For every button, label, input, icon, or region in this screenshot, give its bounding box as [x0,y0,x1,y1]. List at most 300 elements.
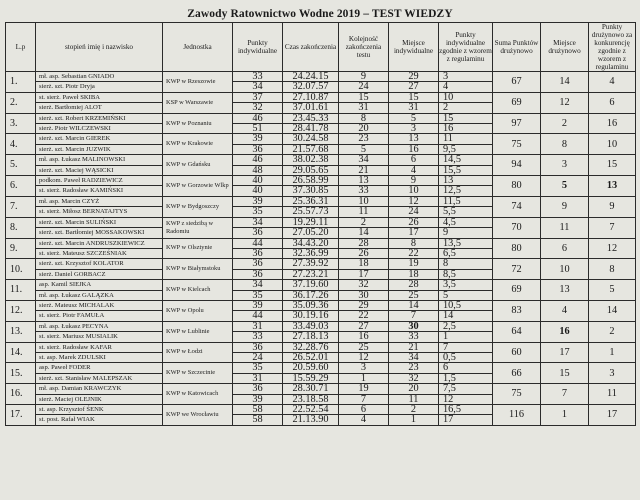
competitor-name: st. sierż. Paweł SKIBA [36,92,163,102]
finish-time: 21.57.68 [283,144,339,154]
team-points-sum: 72 [493,259,541,280]
competitor-name: st. sierż. Miłosz BERNATAJTYS [36,207,163,217]
individual-points: 36 [233,144,283,154]
team-place: 2 [541,113,589,134]
finish-time: 20.59.60 [283,363,339,373]
team-competition-points: 3 [589,363,636,384]
table-row [6,155,636,165]
regulation-points: 14 [439,311,493,321]
team-unit: KWP we Wrocławiu [163,405,233,426]
finish-order: 21 [339,165,389,175]
table-row [6,342,636,352]
finish-time: 15.59.29 [283,373,339,383]
team-points-sum: 80 [493,238,541,259]
team-points-sum: 69 [493,280,541,301]
team-unit: KWP w Kielcach [163,280,233,301]
individual-place: 17 [389,228,439,238]
competitor-name: asp. Paweł FODER [36,363,163,373]
individual-place: 24 [389,207,439,217]
individual-points: 48 [233,165,283,175]
individual-points: 31 [233,373,283,383]
individual-place: 4 [389,165,439,175]
individual-place: 6 [389,155,439,165]
team-unit: KWP w Bydgoszczy [163,196,233,217]
competitor-name: podkom. Paweł RADZIEWICZ [36,176,163,186]
individual-place: 2 [389,405,439,415]
individual-place: 26 [389,217,439,227]
regulation-points: 5 [439,290,493,300]
team-number: 10. [6,259,36,280]
table-row [6,113,636,123]
team-number: 4. [6,134,36,155]
team-competition-points: 11 [589,384,636,405]
finish-order: 24 [339,82,389,92]
regulation-points: 12,5 [439,186,493,196]
individual-points: 36 [233,384,283,394]
finish-time: 32.36.99 [283,248,339,258]
team-competition-points: 10 [589,134,636,155]
competitor-name: sierż. Mateusz MICHALAK [36,300,163,310]
header-pts-ind: Punkty indywidualne [233,23,283,72]
team-place: 11 [541,217,589,238]
team-number: 9. [6,238,36,259]
finish-order: 32 [339,280,389,290]
team-place: 8 [541,134,589,155]
team-points-sum: 74 [493,196,541,217]
finish-order: 25 [339,342,389,352]
table-row [6,196,636,206]
competitor-name: st. asp. Krzysztof ŚENK [36,405,163,415]
regulation-points: 1 [439,332,493,342]
team-number: 15. [6,363,36,384]
regulation-points: 16,5 [439,405,493,415]
finish-time: 23.18.58 [283,394,339,404]
individual-points: 46 [233,113,283,123]
team-competition-points: 16 [589,113,636,134]
individual-place: 22 [389,248,439,258]
competitor-name: sierż. Bartłomiej ALOT [36,103,163,113]
team-unit: KWP w Olsztynie [163,238,233,259]
competitor-name: sierż. szt. Maciej WĄSICKI [36,165,163,175]
regulation-points: 1,5 [439,373,493,383]
finish-time: 30.24.58 [283,134,339,144]
team-points-sum: 69 [493,92,541,113]
individual-points: 33 [233,332,283,342]
team-competition-points: 5 [589,280,636,301]
finish-order: 20 [339,124,389,134]
individual-points: 44 [233,311,283,321]
team-points-sum: 67 [493,72,541,93]
competitor-name: sierż. Piotr WILCZEWSKI [36,124,163,134]
team-unit: KWP w Poznaniu [163,113,233,134]
individual-points: 24 [233,352,283,362]
regulation-points: 9,5 [439,144,493,154]
header-time: Czas zakończenia [283,23,339,72]
team-unit: KWP w Gorzowie Wlkp [163,176,233,197]
finish-time: 28.30.71 [283,384,339,394]
team-place: 12 [541,92,589,113]
team-unit: KWP z siedzibą w Radomiu [163,217,233,238]
finish-time: 37.01.61 [283,103,339,113]
finish-time: 26.58.99 [283,176,339,186]
competitor-name: mł. asp. Sebastian GNIADO [36,72,163,82]
header-place-team: Miejsce drużynowo [541,23,589,72]
team-number: 11. [6,280,36,301]
team-points-sum: 80 [493,176,541,197]
individual-points: 35 [233,290,283,300]
individual-points: 58 [233,415,283,425]
finish-order: 16 [339,332,389,342]
team-place: 10 [541,259,589,280]
finish-time: 21.13.90 [283,415,339,425]
team-unit: KWP w Rzeszowie [163,72,233,93]
individual-place: 14 [389,300,439,310]
finish-order: 31 [339,103,389,113]
individual-place: 12 [389,196,439,206]
individual-points: 33 [233,72,283,82]
individual-place: 18 [389,269,439,279]
team-competition-points: 7 [589,217,636,238]
individual-points: 39 [233,300,283,310]
table-body [6,72,636,426]
finish-time: 27.39.92 [283,259,339,269]
team-unit: KWP w Białymstoku [163,259,233,280]
finish-order: 7 [339,394,389,404]
individual-place: 28 [389,280,439,290]
regulation-points: 7 [439,342,493,352]
individual-place: 34 [389,352,439,362]
competitor-name: st. sierż. Mariusz MUSIALIK [36,332,163,342]
finish-order: 8 [339,113,389,123]
regulation-points: 4,5 [439,217,493,227]
team-unit: KWP w Krakowie [163,134,233,155]
finish-time: 29.05.65 [283,165,339,175]
finish-time: 33.49.03 [283,321,339,331]
team-place: 6 [541,238,589,259]
header-pts-team: Punkty drużynowo za konkurencję zgodnie z wzorem z regulaminu [589,23,636,72]
individual-place: 23 [389,363,439,373]
finish-time: 19.29.11 [283,217,339,227]
team-competition-points: 6 [589,92,636,113]
individual-points: 51 [233,124,283,134]
team-competition-points: 12 [589,238,636,259]
individual-points: 31 [233,321,283,331]
team-competition-points: 15 [589,155,636,176]
regulation-points: 8,5 [439,269,493,279]
competitor-name: st. sierż. Radosław KAMIŃSKI [36,186,163,196]
competitor-name: mł. asp. Łukasz PECYNA [36,321,163,331]
competitor-name: sierż. szt. Stanisław MALEPSZAK [36,373,163,383]
table-row [6,280,636,290]
finish-order: 1 [339,373,389,383]
team-number: 7. [6,196,36,217]
table-row [6,384,636,394]
regulation-points: 13 [439,176,493,186]
competitor-name: st. post. Rafał WIAK [36,415,163,425]
finish-order: 19 [339,384,389,394]
team-number: 12. [6,300,36,321]
header-place-ind: Miejsce indywidualne [389,23,439,72]
regulation-points: 0,5 [439,352,493,362]
individual-place: 32 [389,373,439,383]
table-row [6,300,636,310]
regulation-points: 5,5 [439,207,493,217]
individual-place: 31 [389,103,439,113]
finish-order: 33 [339,186,389,196]
finish-order: 15 [339,92,389,102]
competitor-name: sierż. szt. Piotr Dryja [36,82,163,92]
regulation-points: 10,5 [439,300,493,310]
header-org: Jednostka [163,23,233,72]
individual-place: 1 [389,415,439,425]
team-place: 4 [541,300,589,321]
finish-time: 27.23.21 [283,269,339,279]
regulation-points: 9 [439,228,493,238]
team-competition-points: 9 [589,196,636,217]
regulation-points: 11,5 [439,196,493,206]
individual-place: 7 [389,311,439,321]
competitor-name: asp. Kamil SIEJKA [36,280,163,290]
team-points-sum: 83 [493,300,541,321]
individual-points: 34 [233,82,283,92]
finish-order: 12 [339,352,389,362]
team-unit: KWP w Lublinie [163,321,233,342]
team-competition-points: 13 [589,176,636,197]
individual-place: 3 [389,124,439,134]
finish-order: 11 [339,207,389,217]
table-row [6,363,636,373]
individual-place: 8 [389,238,439,248]
finish-order: 34 [339,155,389,165]
team-points-sum: 97 [493,113,541,134]
competitor-name: mł. asp. Marcin CZYŻ [36,196,163,206]
finish-order: 29 [339,300,389,310]
individual-points: 35 [233,363,283,373]
team-unit: KWP w Opolu [163,300,233,321]
finish-order: 4 [339,415,389,425]
finish-order: 14 [339,228,389,238]
header-sum: Suma Punktów drużynowo [493,23,541,72]
individual-place: 9 [389,176,439,186]
team-place: 17 [541,342,589,363]
individual-points: 32 [233,103,283,113]
table-row [6,176,636,186]
finish-time: 27.10.87 [283,92,339,102]
regulation-points: 2 [439,103,493,113]
individual-points: 36 [233,342,283,352]
regulation-points: 15 [439,113,493,123]
individual-place: 19 [389,259,439,269]
regulation-points: 3 [439,72,493,82]
finish-order: 23 [339,134,389,144]
finish-time: 25.57.73 [283,207,339,217]
header-row [6,23,636,72]
team-number: 17. [6,405,36,426]
finish-time: 27.18.13 [283,332,339,342]
individual-points: 39 [233,134,283,144]
individual-points: 58 [233,405,283,415]
header-lp: L.p [6,23,36,72]
table-row [6,259,636,269]
competitor-name: sierż. szt. Marcin ANDRUSZKIEWICZ [36,238,163,248]
individual-place: 15 [389,92,439,102]
results-table [5,22,636,426]
regulation-points: 4 [439,82,493,92]
table-row [6,321,636,331]
team-number: 5. [6,155,36,176]
finish-time: 36.17.26 [283,290,339,300]
team-unit: KWP w Łodzi [163,342,233,363]
table-row [6,92,636,102]
team-number: 16. [6,384,36,405]
table-row [6,72,636,82]
individual-place: 25 [389,290,439,300]
regulation-points: 10 [439,92,493,102]
regulation-points: 7,5 [439,384,493,394]
team-competition-points: 4 [589,72,636,93]
team-place: 13 [541,280,589,301]
individual-points: 34 [233,280,283,290]
finish-time: 23.45.33 [283,113,339,123]
competitor-name: sierż. szt. Krzysztof KOLATOR [36,259,163,269]
competitor-name: sierż. Daniel GORBACZ [36,269,163,279]
team-place: 7 [541,384,589,405]
team-points-sum: 60 [493,342,541,363]
finish-order: 10 [339,196,389,206]
team-place: 15 [541,363,589,384]
finish-order: 13 [339,176,389,186]
team-number: 14. [6,342,36,363]
individual-points: 40 [233,186,283,196]
individual-place: 10 [389,186,439,196]
finish-order: 28 [339,238,389,248]
finish-time: 30.19.16 [283,311,339,321]
regulation-points: 8 [439,259,493,269]
individual-points: 37 [233,92,283,102]
competitor-name: st. sierż. Piotr FAMUŁA [36,311,163,321]
finish-order: 17 [339,269,389,279]
individual-place: 13 [389,134,439,144]
team-points-sum: 66 [493,363,541,384]
finish-order: 30 [339,290,389,300]
regulation-points: 17 [439,415,493,425]
header-order: Kolejność zakończenia testu [339,23,389,72]
regulation-points: 13,5 [439,238,493,248]
competitor-name: st. sierż. Radosław KAFAR [36,342,163,352]
finish-order: 2 [339,217,389,227]
team-points-sum: 75 [493,384,541,405]
finish-time: 37.19.60 [283,280,339,290]
competitor-name: sierż. szt. Marcin JUZWIK [36,144,163,154]
individual-points: 40 [233,176,283,186]
page-title: Zawody Ratownictwo Wodne 2019 – TEST WIEDZY [187,8,453,20]
team-place: 5 [541,176,589,197]
team-place: 16 [541,321,589,342]
table-row [6,238,636,248]
individual-place: 29 [389,72,439,82]
team-number: 8. [6,217,36,238]
team-unit: KWP w Szczecinie [163,363,233,384]
team-competition-points: 17 [589,405,636,426]
finish-order: 6 [339,405,389,415]
team-points-sum: 70 [493,217,541,238]
finish-time: 27.05.20 [283,228,339,238]
finish-order: 18 [339,259,389,269]
finish-order: 3 [339,363,389,373]
finish-time: 35.09.36 [283,300,339,310]
finish-time: 25.36.31 [283,196,339,206]
team-competition-points: 1 [589,342,636,363]
regulation-points: 14,5 [439,155,493,165]
regulation-points: 16 [439,124,493,134]
individual-points: 36 [233,269,283,279]
competitor-name: sierż. szt. Marcin GIEREK [36,134,163,144]
competitor-name: mł. asp. Łukasz GALĄZKA [36,290,163,300]
team-place: 1 [541,405,589,426]
competitor-name: mł. asp. Łukasz MALINOWSKI [36,155,163,165]
finish-time: 38.02.38 [283,155,339,165]
team-competition-points: 2 [589,321,636,342]
finish-time: 28.41.78 [283,124,339,134]
team-number: 1. [6,72,36,93]
individual-place: 20 [389,384,439,394]
team-unit: KSP w Warszawie [163,92,233,113]
team-number: 6. [6,176,36,197]
individual-place: 30 [389,321,439,331]
competitor-name: st. sierż. Mateusz SZCZEŚNIAK [36,248,163,258]
finish-order: 26 [339,248,389,258]
regulation-points: 6,5 [439,248,493,258]
regulation-points: 12 [439,394,493,404]
regulation-points: 2,5 [439,321,493,331]
individual-points: 36 [233,228,283,238]
finish-time: 24.24.15 [283,72,339,82]
team-unit: KWP w Gdańsku [163,155,233,176]
team-competition-points: 8 [589,259,636,280]
individual-points: 39 [233,196,283,206]
finish-time: 26.52.01 [283,352,339,362]
team-number: 13. [6,321,36,342]
competitor-name: mł. asp. Damian KRAWCZYK [36,384,163,394]
team-number: 3. [6,113,36,134]
individual-points: 34 [233,217,283,227]
finish-order: 5 [339,144,389,154]
finish-time: 37.30.85 [283,186,339,196]
table-row [6,405,636,415]
header-name: stopień imię i nazwisko [36,23,163,72]
team-place: 14 [541,72,589,93]
regulation-points: 6 [439,363,493,373]
finish-time: 22.52.54 [283,405,339,415]
team-points-sum: 64 [493,321,541,342]
finish-time: 32.07.57 [283,82,339,92]
team-points-sum: 94 [493,155,541,176]
individual-points: 35 [233,207,283,217]
regulation-points: 11 [439,134,493,144]
regulation-points: 3,5 [439,280,493,290]
finish-order: 22 [339,311,389,321]
individual-points: 36 [233,248,283,258]
team-place: 3 [541,155,589,176]
competitor-name: sierż. szt. Marcin SULIŃSKI [36,217,163,227]
individual-points: 44 [233,238,283,248]
team-points-sum: 116 [493,405,541,426]
table-row [6,134,636,144]
team-place: 9 [541,196,589,217]
team-points-sum: 75 [493,134,541,155]
regulation-points: 15,5 [439,165,493,175]
individual-place: 5 [389,113,439,123]
